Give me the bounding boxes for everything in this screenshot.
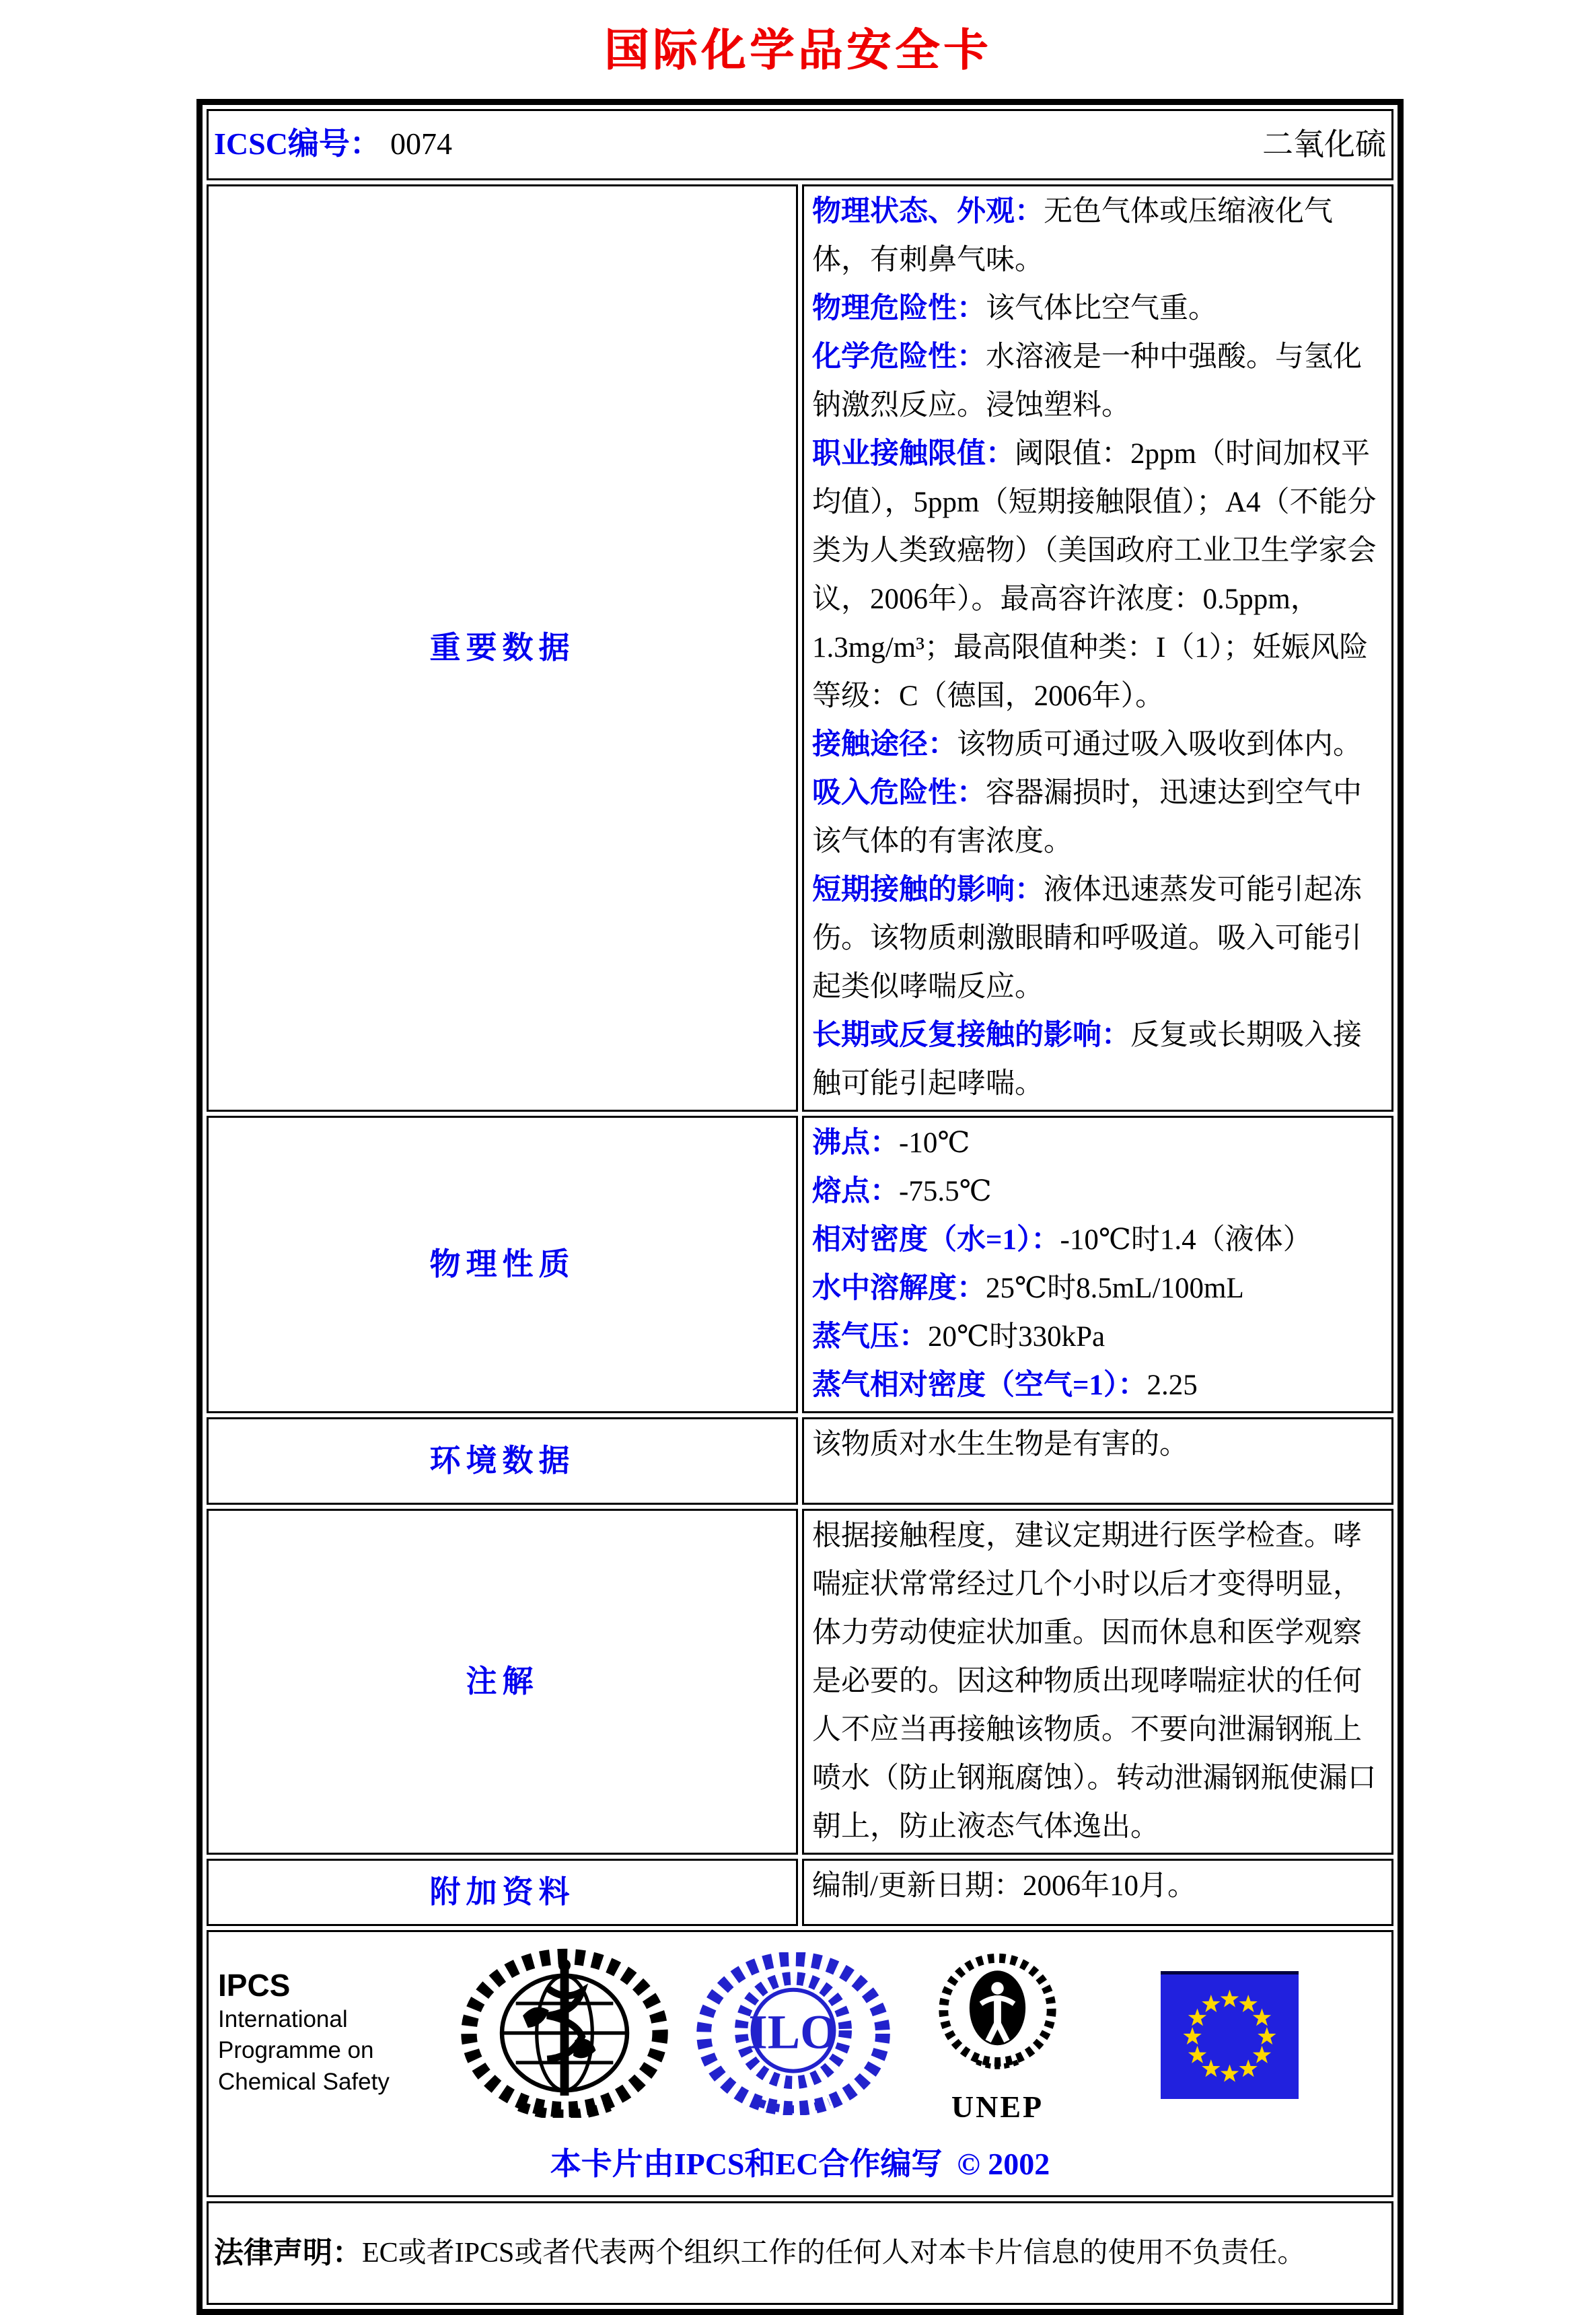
logos-cell — [207, 1930, 1393, 2197]
field-label: 熔点： — [812, 1176, 899, 1207]
field-occupational-limits — [812, 430, 1385, 721]
field-vapor-relative-density — [812, 1361, 1385, 1410]
ilo-logo-icon — [696, 1952, 891, 2131]
copyright-text: © 2002 — [957, 2147, 1050, 2181]
row-environmental-data — [207, 1417, 1393, 1505]
field-text: 该气体比空气重。 — [986, 293, 1217, 324]
field-chemical-danger — [812, 333, 1385, 430]
field-inhalation-risk — [812, 769, 1385, 866]
row-additional-info — [207, 1859, 1393, 1926]
additional-info-content — [802, 1859, 1393, 1926]
field-label: 相对密度（水=1）： — [812, 1224, 1060, 1256]
field-text: -75.5℃ — [899, 1176, 992, 1207]
icsc-card-table — [196, 99, 1404, 2315]
legal-text: EC或者IPCS或者代表两个组织工作的任何人对本卡片信息的使用不负责任。 — [362, 2238, 1306, 2269]
field-label: 短期接触的影响： — [812, 874, 1044, 906]
row-label-important-data: 重要数据 — [207, 184, 798, 1112]
field-text: 25℃时8.5mL/100mL — [986, 1273, 1244, 1304]
legal-label: 法律声明： — [214, 2236, 362, 2269]
ipcs-line-2: Programme on — [218, 2037, 374, 2064]
row-notes — [207, 1509, 1393, 1855]
field-exposure-routes — [812, 721, 1385, 769]
cooperation-caption — [218, 2140, 1382, 2188]
field-text: 根据接触程度，建议定期进行医学检查。哮喘症状常常经过几个小时以后才变得明显，体力劳动使症状加重。因而休息和医学观察是必要的。因这种物质出现哮喘症状的任何人不应当再接触该物质。不要向泄漏钢瓶上喷水（防止钢瓶腐蚀）。转动泄漏钢瓶使漏口朝上，防止液态气体逸出。 — [812, 1520, 1377, 1843]
field-label: 物理危险性： — [812, 293, 986, 324]
unep-logo-icon — [935, 1948, 1060, 2123]
field-short-term-effects — [812, 866, 1385, 1011]
field-label: 长期或反复接触的影响： — [812, 1020, 1130, 1051]
field-text: 液体迅速蒸发可能引起冻伤。该物质刺激眼睛和呼吸道。吸入可能引起类似哮喘反应。 — [812, 874, 1362, 1003]
icsc-number-value: 0074 — [390, 127, 452, 161]
environmental-data-content — [802, 1417, 1393, 1505]
row-label-physical-properties: 物理性质 — [207, 1116, 798, 1413]
header-row — [207, 109, 1393, 180]
field-physical-danger — [812, 285, 1385, 333]
field-label: 蒸气相对密度（空气=1）： — [812, 1369, 1147, 1401]
field-label: 接触途径： — [812, 729, 957, 760]
field-text: 反复或长期吸入接触可能引起哮喘。 — [812, 1020, 1362, 1100]
important-data-content — [802, 184, 1393, 1112]
eu-flag-icon — [1161, 1971, 1299, 2099]
row-label-additional-info: 附加资料 — [207, 1859, 798, 1926]
icsc-number-label: ICSC编号： — [214, 127, 381, 161]
ipcs-line-1: International — [218, 2006, 348, 2033]
field-label: 水中溶解度： — [812, 1273, 986, 1304]
page-title: 国际化学品安全卡 — [604, 26, 992, 75]
row-legal — [207, 2201, 1393, 2305]
field-vapor-pressure — [812, 1313, 1385, 1361]
row-physical-properties — [207, 1116, 1393, 1413]
ipcs-line-3: Chemical Safety — [218, 2068, 390, 2095]
field-text: 该物质可通过吸入吸收到体内。 — [957, 729, 1362, 760]
field-label: 职业接触限值： — [812, 438, 1015, 470]
field-boiling-point — [812, 1119, 1385, 1168]
row-label-environmental-data: 环境数据 — [207, 1417, 798, 1505]
field-text: 无色气体或压缩液化气体，有刺鼻气味。 — [812, 196, 1333, 276]
field-text: -10℃时1.4（液体） — [1060, 1224, 1312, 1256]
row-important-data — [207, 184, 1393, 1112]
physical-properties-content — [802, 1116, 1393, 1413]
header-cell — [207, 109, 1393, 180]
field-physical-state — [812, 188, 1385, 285]
field-long-term-effects — [812, 1011, 1385, 1108]
field-text: 阈限值：2ppm（时间加权平均值），5ppm（短期接触限值）；A4（不能分类为人类致癌物）（美国政府工业卫生学家会议，2006年）。最高容许浓度：0.5ppm，1.3mg/m³；最高限值种类：I（1）；妊娠风险等级：C（德国，2006年）。 — [812, 438, 1377, 712]
field-melting-point — [812, 1168, 1385, 1216]
field-text: 水溶液是一种中强酸。与氢化钠激烈反应。浸蚀塑料。 — [812, 341, 1362, 421]
chemical-name: 二氧化硫 — [1262, 127, 1386, 162]
field-text: 2.25 — [1147, 1369, 1198, 1401]
caption-text: 本卡片由IPCS和EC合作编写 — [550, 2147, 943, 2181]
who-logo-icon — [460, 1948, 669, 2133]
field-label: 吸入危险性： — [812, 777, 986, 809]
field-text: 20℃时330kPa — [928, 1321, 1105, 1353]
legal-cell — [207, 2201, 1393, 2305]
field-label: 沸点： — [812, 1127, 899, 1159]
ilo-letters: ILO — [748, 2004, 838, 2059]
row-logos — [207, 1930, 1393, 2197]
field-text: 编制/更新日期：2006年10月。 — [812, 1870, 1196, 1902]
field-water-solubility — [812, 1265, 1385, 1313]
field-text: 该物质对水生生物是有害的。 — [812, 1429, 1188, 1460]
field-label: 物理状态、外观： — [812, 196, 1044, 227]
field-relative-density — [812, 1216, 1385, 1265]
row-label-notes: 注解 — [207, 1509, 798, 1855]
field-label: 化学危险性： — [812, 341, 986, 373]
ipcs-acronym: IPCS — [218, 1968, 291, 2003]
field-text: -10℃ — [899, 1127, 970, 1159]
icsc-number-group — [214, 120, 452, 170]
field-text: 容器漏损时，迅速达到空气中该气体的有害浓度。 — [812, 777, 1362, 857]
notes-content — [802, 1509, 1393, 1855]
ipcs-text-block — [218, 1948, 440, 2098]
unep-word: UNEP — [951, 2090, 1044, 2124]
field-label: 蒸气压： — [812, 1321, 928, 1353]
